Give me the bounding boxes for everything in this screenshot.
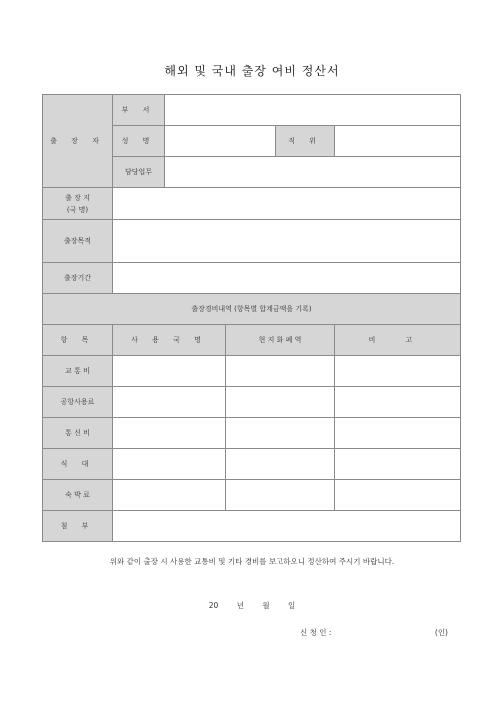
purpose-label: 출장목적	[43, 220, 113, 263]
header-local-currency: 현 지 화 폐 역	[226, 325, 335, 356]
page-title: 해외 및 국내 출장 여비 정산서	[164, 64, 340, 78]
date-line	[0, 600, 504, 611]
applicant-label: 신 청 인 :	[300, 628, 332, 637]
position-label: 직 위	[276, 126, 335, 157]
cell-amount[interactable]	[226, 356, 335, 387]
date-month: 월	[262, 601, 270, 610]
destination-line2: (국 명)	[66, 205, 89, 214]
cell-remarks[interactable]	[335, 387, 461, 418]
header-country: 사 용 국 명	[113, 325, 226, 356]
item-transport: 교 통 비	[43, 356, 113, 387]
name-field[interactable]	[165, 126, 276, 157]
cell-amount[interactable]	[226, 480, 335, 511]
cell-amount[interactable]	[226, 449, 335, 480]
attachment-label: 첨 부	[43, 511, 113, 542]
purpose-field[interactable]	[113, 220, 461, 263]
header-remarks: 비 고	[335, 325, 461, 356]
department-label: 부 서	[113, 95, 165, 126]
cell-country[interactable]	[113, 387, 226, 418]
cell-remarks[interactable]	[335, 356, 461, 387]
name-label: 성 명	[113, 126, 165, 157]
date-year: 년	[236, 601, 244, 610]
declaration-text: 위와 같이 출장 시 사용한 교통비 및 기타 경비를 보고하오니 정산하여 주시기 바랍니다.	[109, 557, 395, 566]
cell-country[interactable]	[113, 480, 226, 511]
traveler-label: 출 장 자	[43, 95, 113, 188]
attachment-field[interactable]	[113, 511, 461, 542]
period-label: 출장기간	[43, 263, 113, 294]
expense-section-title: 출장경비내역 (항목별 합계금액을 기록)	[43, 294, 461, 325]
cell-amount[interactable]	[226, 387, 335, 418]
cell-remarks[interactable]	[335, 480, 461, 511]
position-field[interactable]	[335, 126, 461, 157]
item-communication: 통 신 비	[43, 418, 113, 449]
cell-remarks[interactable]	[335, 418, 461, 449]
date-year-prefix: 20	[208, 601, 219, 610]
item-lodging: 숙 박 료	[43, 480, 113, 511]
cell-amount[interactable]	[226, 418, 335, 449]
department-field[interactable]	[165, 95, 461, 126]
cell-country[interactable]	[113, 449, 226, 480]
destination-field[interactable]	[113, 188, 461, 220]
seal-mark: (인)	[434, 628, 448, 637]
duty-label: 담당업무	[113, 157, 165, 188]
cell-country[interactable]	[113, 356, 226, 387]
period-field[interactable]	[113, 263, 461, 294]
destination-line1: 출 장 지	[65, 193, 90, 202]
expense-settlement-form	[42, 94, 461, 542]
header-item: 항 목	[43, 325, 113, 356]
item-meals: 식 대	[43, 449, 113, 480]
cell-country[interactable]	[113, 418, 226, 449]
cell-remarks[interactable]	[335, 449, 461, 480]
duty-field[interactable]	[165, 157, 461, 188]
item-airport-fee: 공항사용료	[43, 387, 113, 418]
destination-label	[43, 188, 113, 220]
date-day: 일	[287, 601, 296, 610]
